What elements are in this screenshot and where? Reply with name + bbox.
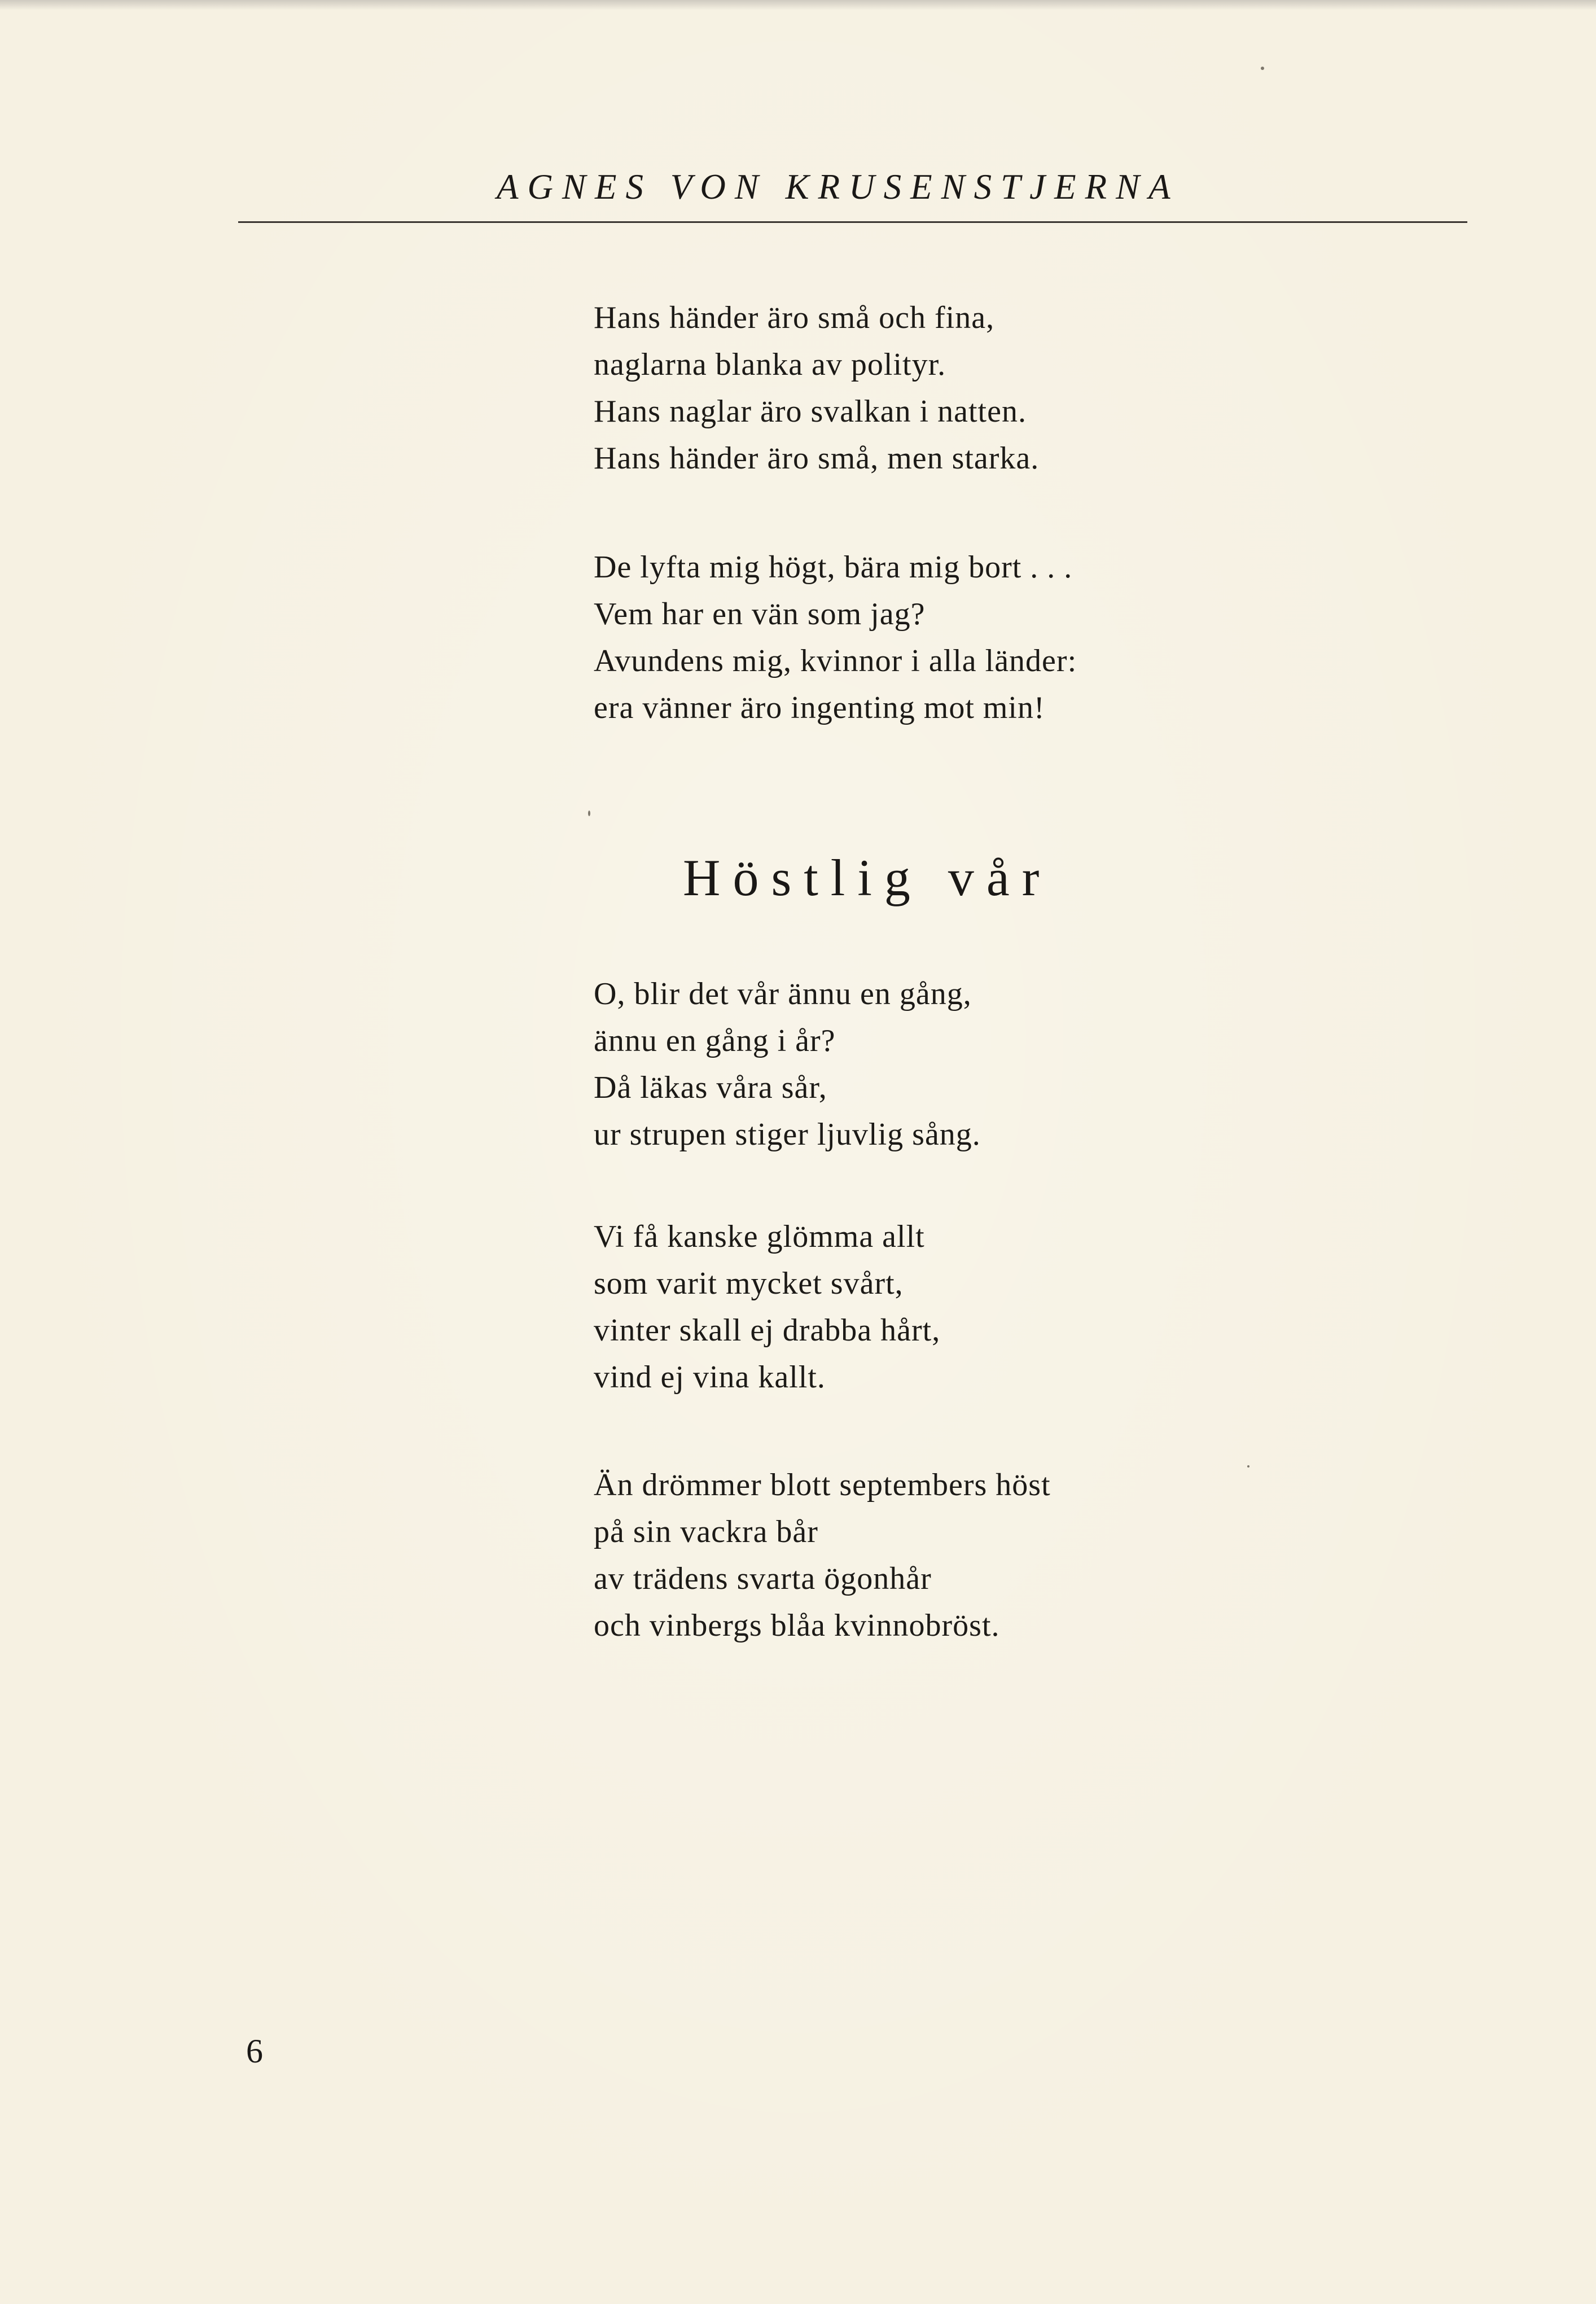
verse-line: De lyfta mig högt, bära mig bort . . . (594, 550, 1073, 585)
verse-line: naglarna blanka av polityr. (594, 347, 946, 382)
page-number: 6 (246, 2033, 263, 2070)
poem-title: Höstlig vår (683, 849, 1052, 906)
page-top-edge-shadow (0, 0, 1596, 10)
stanza (594, 1214, 940, 1401)
verse-line: Hans händer äro små och fina, (594, 300, 995, 335)
verse-line: Vi få kanske glömma allt (594, 1219, 925, 1254)
header-rule (238, 221, 1467, 223)
verse-line: och vinbergs blåa kvinnobröst. (594, 1608, 1000, 1643)
verse-line: Hans naglar äro svalkan i natten. (594, 394, 1027, 429)
paper-speck (588, 811, 590, 816)
verse-line: era vänner äro ingenting mot min! (594, 690, 1045, 725)
verse-line: Hans händer äro små, men starka. (594, 441, 1040, 476)
stanza (594, 544, 1077, 732)
stanza (594, 1462, 1051, 1649)
verse-line: av trädens svarta ögonhår (594, 1561, 932, 1596)
verse-line: Då läkas våra sår, (594, 1070, 827, 1105)
stanza (594, 295, 1039, 482)
verse-line: ur strupen stiger ljuvlig sång. (594, 1117, 981, 1152)
verse-line: Vem har en vän som jag? (594, 597, 926, 632)
verse-line: O, blir det vår ännu en gång, (594, 976, 972, 1011)
verse-line: ännu en gång i år? (594, 1023, 836, 1058)
stanza (594, 971, 981, 1158)
verse-line: Avundens mig, kvinnor i alla länder: (594, 643, 1077, 678)
verse-line: Än drömmer blott septembers höst (594, 1468, 1051, 1503)
verse-line: på sin vackra bår (594, 1514, 818, 1549)
verse-line: vinter skall ej drabba hårt, (594, 1313, 941, 1348)
running-header-author: AGNES VON KRUSENSTJERNA (497, 167, 1180, 207)
verse-line: som varit mycket svårt, (594, 1266, 904, 1301)
paper-speck (1247, 1465, 1249, 1468)
verse-line: vind ej vina kallt. (594, 1360, 826, 1395)
paper-speck (1261, 67, 1264, 70)
